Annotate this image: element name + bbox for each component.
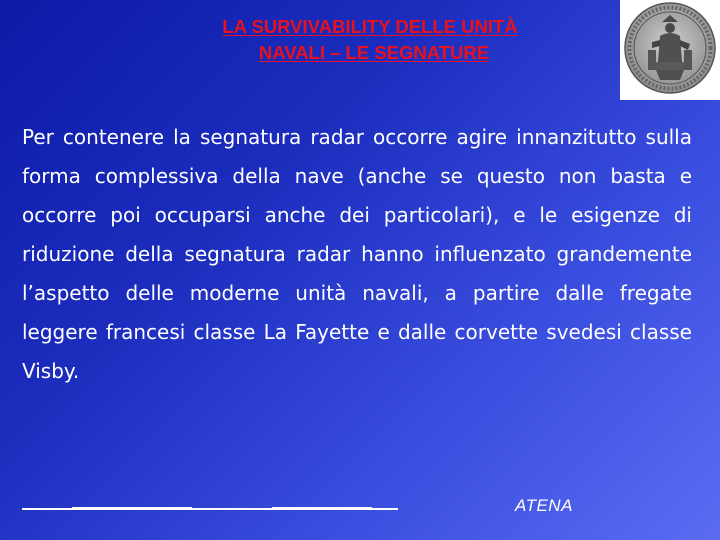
title-line-2: NAVALI – LE SEGNATURE	[258, 42, 490, 63]
footer-divider-segment	[272, 507, 372, 510]
university-seal-icon	[620, 0, 720, 100]
seal-graphic	[622, 0, 718, 98]
footer-divider	[22, 508, 398, 510]
footer-divider-segment	[72, 507, 192, 510]
body-paragraph: Per contenere la segnatura radar occorre agire innanzitutto sulla forma complessiva della nave (anche se questo non basta e occorre poi occuparsi anche dei particolari), e le esigenze di riduzione della segnatura radar hanno influenzato grandemente l’aspetto delle moderne unità navali, a partire dalle fregate leggere francesi classe La Fayette e dalle corvette svedesi classe Visby.	[22, 125, 692, 383]
footer-brand: ATENA	[515, 496, 573, 515]
title-line-1: LA SURVIVABILITY DELLE UNITÀ	[222, 16, 518, 37]
slide-title	[150, 14, 590, 66]
